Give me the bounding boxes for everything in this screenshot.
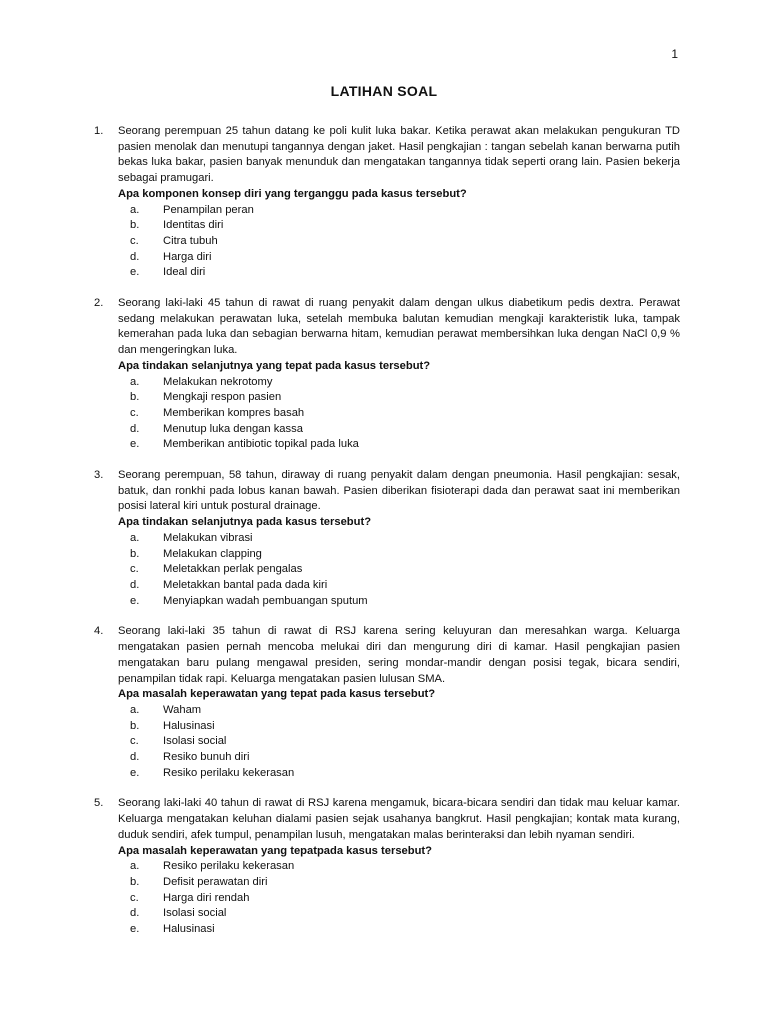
answer-option: [118, 594, 680, 610]
answer-option: [118, 562, 680, 578]
option-text: Meletakkan perlak pengalas: [163, 563, 303, 576]
answer-option: [118, 703, 680, 719]
option-letter: b.: [130, 391, 140, 404]
answer-option: [118, 218, 680, 234]
option-text: Halusinasi: [163, 719, 215, 732]
answer-option: [118, 750, 680, 766]
answer-options: [118, 703, 680, 782]
option-letter: a.: [130, 531, 140, 544]
answer-option: [118, 578, 680, 594]
answer-options: [118, 859, 680, 938]
answer-options: [118, 375, 680, 454]
option-letter: b.: [130, 219, 140, 232]
question-text: Seorang laki-laki 35 tahun di rawat di RSJ karena sering keluyuran dan meresahkan warga. Keluarga mengatakan pasien pernah mencoba melukai diri dan mengurung diri di kamar. Hasil pengkajian pasien mengatakan baru pulang mengawal presiden, sering mondar-mandir dengan posisi tegak, bicara sendiri, penampilan tidak rapi. Keluarga mengatakan pasien lulusan SMA.: [118, 625, 680, 685]
answer-option: [118, 891, 680, 907]
answer-option: [118, 531, 680, 547]
option-text: Penampilan peran: [163, 203, 254, 216]
answer-option: [118, 719, 680, 735]
answer-options: [118, 531, 680, 610]
option-text: Memberikan kompres basah: [163, 406, 305, 419]
option-letter: e.: [130, 266, 140, 279]
answer-option: [118, 875, 680, 891]
option-text: Resiko perilaku kekerasan: [163, 766, 295, 779]
option-letter: e.: [130, 438, 140, 451]
option-text: Ideal diri: [163, 266, 206, 279]
option-letter: d.: [130, 578, 140, 591]
question-prompt: Apa tindakan selanjutnya yang tepat pada kasus tersebut?: [118, 359, 431, 372]
option-text: Memberikan antibiotic topikal pada luka: [163, 438, 359, 451]
question-number: 2.: [94, 297, 104, 310]
question-prompt: Apa masalah keperawatan yang tepat pada kasus tersebut?: [118, 688, 436, 701]
option-letter: c.: [130, 563, 139, 576]
option-text: Mengkaji respon pasien: [163, 391, 282, 404]
answer-option: [118, 922, 680, 938]
question-number: 3.: [94, 469, 104, 482]
question-text: Seorang perempuan, 58 tahun, diraway di ruang penyakit dalam dengan pneumonia. Hasil pengkajian: sesak, batuk, dan ronkhi pada lobus kanan bawah. Pasien diberikan fisioterapi dada dan perawat saat ini memberikan posisi lateral kiri untuk postural drainage.: [118, 469, 680, 513]
question-number: 4.: [94, 625, 104, 638]
question-list: [94, 124, 680, 953]
answer-option: [118, 547, 680, 563]
option-text: Identitas diri: [163, 219, 224, 232]
question-2: [94, 296, 680, 453]
option-text: Halusinasi: [163, 923, 215, 936]
question-5: [94, 796, 680, 937]
option-letter: d.: [130, 422, 140, 435]
option-letter: e.: [130, 594, 140, 607]
option-text: Resiko bunuh diri: [163, 751, 250, 764]
option-letter: a.: [130, 203, 140, 216]
question-text: Seorang perempuan 25 tahun datang ke poli kulit luka bakar. Ketika perawat akan melakukan pengukuran TD pasien menolak dan menutupi tangannya dengan jaket. Hasil pengkajian : tangan sebelah kanan berwarna putih bekas luka bakar, pasien banyak menunduk dan mengatakan tangannya tidak seperti orang lain. Pasien bekerja sebagai pramugari.: [118, 125, 680, 185]
option-text: Harga diri rendah: [163, 891, 250, 904]
option-letter: e.: [130, 923, 140, 936]
option-letter: a.: [130, 860, 140, 873]
option-letter: d.: [130, 250, 140, 263]
option-letter: c.: [130, 891, 139, 904]
option-letter: b.: [130, 719, 140, 732]
option-text: Melakukan vibrasi: [163, 531, 253, 544]
option-text: Isolasi social: [163, 907, 227, 920]
option-letter: d.: [130, 907, 140, 920]
question-1: [94, 124, 680, 281]
option-letter: b.: [130, 875, 140, 888]
answer-option: [118, 859, 680, 875]
question-prompt: Apa komponen konsep diri yang terganggu pada kasus tersebut?: [118, 187, 467, 200]
option-text: Menutup luka dengan kassa: [163, 422, 303, 435]
answer-option: [118, 203, 680, 219]
answer-option: [118, 734, 680, 750]
option-text: Resiko perilaku kekerasan: [163, 860, 295, 873]
question-number: 1.: [94, 125, 104, 137]
question-prompt: Apa masalah keperawatan yang tepatpada kasus tersebut?: [118, 844, 432, 857]
document-title: LATIHAN SOAL: [330, 83, 438, 99]
option-letter: d.: [130, 751, 140, 764]
option-letter: a.: [130, 375, 140, 388]
option-letter: e.: [130, 766, 140, 779]
option-text: Harga diri: [163, 250, 212, 263]
question-4: [94, 624, 680, 781]
answer-option: [118, 422, 680, 438]
answer-option: [118, 390, 680, 406]
answer-option: [118, 234, 680, 250]
answer-option: [118, 265, 680, 281]
answer-option: [118, 406, 680, 422]
question-3: [94, 468, 680, 609]
option-text: Defisit perawatan diri: [163, 875, 268, 888]
answer-option: [118, 375, 680, 391]
option-text: Meletakkan bantal pada dada kiri: [163, 578, 328, 591]
answer-option: [118, 906, 680, 922]
option-text: Isolasi social: [163, 735, 227, 748]
answer-option: [118, 766, 680, 782]
option-text: Menyiapkan wadah pembuangan sputum: [163, 594, 368, 607]
option-letter: c.: [130, 735, 139, 748]
question-text: Seorang laki-laki 45 tahun di rawat di ruang penyakit dalam dengan ulkus diabetikum pedis dextra. Perawat sedang melakukan perawatan luka, setelah membuka balutan kemudian mengkaji karakteristik luka, tampak kemerahan pada luka dan sebagian berwarna hitam, kemudian perawat membersihkan luka dengan NaCl 0,9 % dan mengeringkan luka.: [118, 297, 680, 357]
answer-options: [118, 203, 680, 282]
option-text: Melakukan nekrotomy: [163, 375, 273, 388]
answer-option: [118, 250, 680, 266]
page-number: 1: [671, 47, 678, 61]
question-text: Seorang laki-laki 40 tahun di rawat di RSJ karena mengamuk, bicara-bicara sendiri dan tidak mau keluar kamar. Keluarga mengatakan keluhan dialami pasien sejak usahanya bangkrut. Hasil pengkajian; kontak mata kurang, duduk sendiri, afek tumpul, penampilan lusuh, mengatakan malas berinteraksi dan lebih nyaman sendiri.: [118, 797, 680, 841]
option-text: Melakukan clapping: [163, 547, 262, 560]
question-number: 5.: [94, 797, 104, 810]
question-prompt: Apa tindakan selanjutnya pada kasus tersebut?: [118, 516, 372, 529]
option-letter: b.: [130, 547, 140, 560]
option-text: Waham: [163, 703, 202, 716]
option-letter: c.: [130, 406, 139, 419]
option-letter: a.: [130, 703, 140, 716]
option-text: Citra tubuh: [163, 234, 218, 247]
answer-option: [118, 437, 680, 453]
option-letter: c.: [130, 234, 139, 247]
